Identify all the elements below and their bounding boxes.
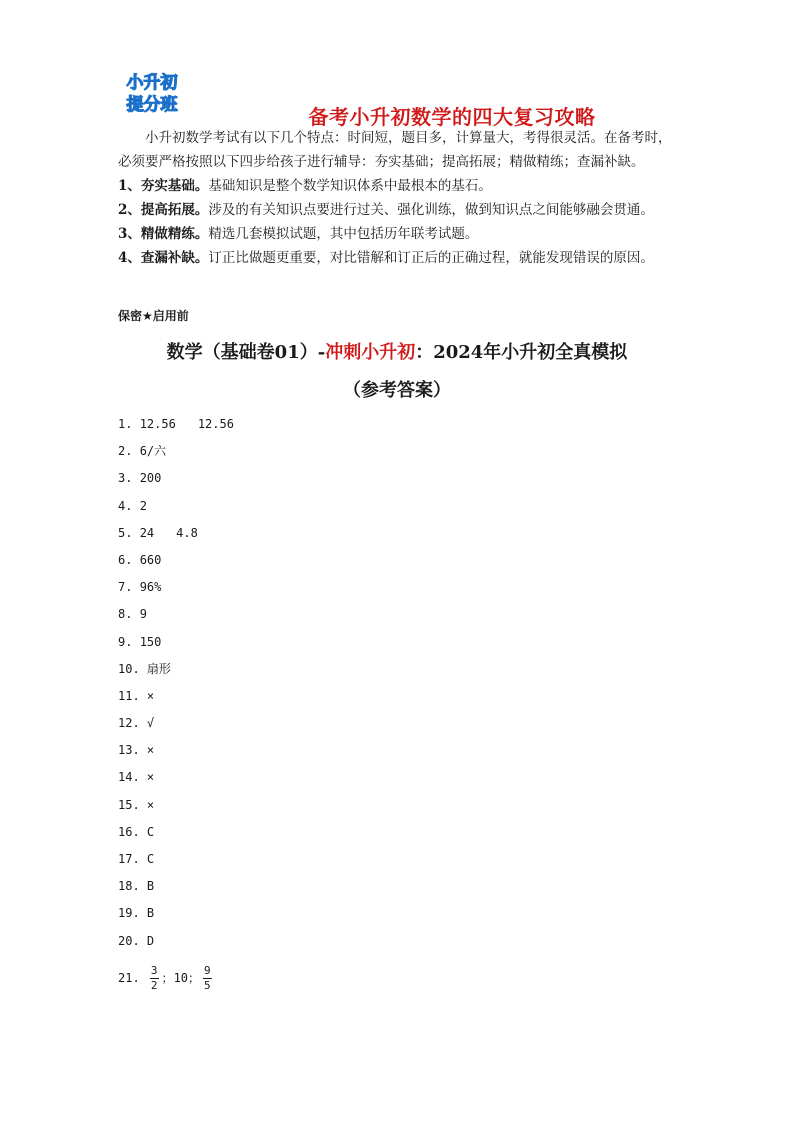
answer-item: 1. 12.56 12.56	[118, 417, 234, 431]
paper-subtitle: （参考答案）	[343, 380, 451, 401]
answer-item: 9. 150	[118, 634, 162, 649]
answer-item: 6. 660	[118, 552, 162, 567]
answer-item: 8. 9	[118, 607, 147, 622]
answer-item: 17. C	[118, 852, 155, 866]
intro-item: 1、夯实基础。基础知识是整个数学知识体系中最根本的基石。	[118, 178, 492, 194]
confidential-mark: 保密★启用前	[118, 309, 189, 323]
answer-item: 10. 扇形	[118, 661, 171, 676]
answer-item: 21. $\frac{3}{2}$ ；10； $\frac{9}{5}$	[118, 963, 211, 992]
intro-item: 3、精做精练。精选几套模拟试题，其中包括历年联考试题。	[118, 226, 479, 242]
fraction: $\frac{9}{5}$	[204, 963, 211, 992]
answer-item: 11. ×	[118, 688, 155, 703]
page-title: 备考小升初数学的四大复习攻略	[308, 105, 596, 129]
answer-list	[118, 414, 234, 991]
intro-paragraph: 小升初数学考试有以下几个特点：时间短，题目多，计算量大，考得很灵活。在备考时，必须要严格按照以下四步给孩子进行辅导：夯实基础；提高拓展；精做精练；查漏补缺。	[118, 130, 672, 170]
answer-item: 7. 96%	[118, 580, 162, 595]
svg-text:提分班: 提分班	[126, 95, 178, 115]
intro-section	[118, 126, 678, 270]
answer-item: 14. ×	[118, 770, 155, 785]
answer-item: 19. B	[118, 906, 155, 921]
svg-text:小升初: 小升初	[126, 73, 178, 93]
answer-item: 5. 24 4.8	[118, 525, 198, 540]
answer-item: 18. B	[118, 879, 155, 894]
intro-item: 2、提高拓展。涉及的有关知识点要进行过关、强化训练，做到知识点之间能够融会贯通。	[118, 202, 654, 218]
answer-item: 12. √	[118, 716, 155, 731]
answer-item: 3. 200	[118, 471, 162, 486]
paper-title: 数学（基础卷01）-冲刺小升初：2024年小升初全真模拟	[166, 342, 628, 363]
fraction: $\frac{3}{2}$	[150, 963, 158, 992]
answer-item: 20. D	[118, 933, 155, 948]
answer-item: 2. 6/六	[118, 444, 167, 459]
answer-item: 16. C	[118, 824, 155, 839]
intro-item: 4、查漏补缺。订正比做题更重要，对比错解和订正后的正确过程，就能发现错误的原因。	[118, 250, 654, 266]
answer-item: 15. ×	[118, 797, 155, 812]
answer-item: 13. ×	[118, 743, 155, 758]
answer-item: 4. 2	[118, 498, 147, 513]
